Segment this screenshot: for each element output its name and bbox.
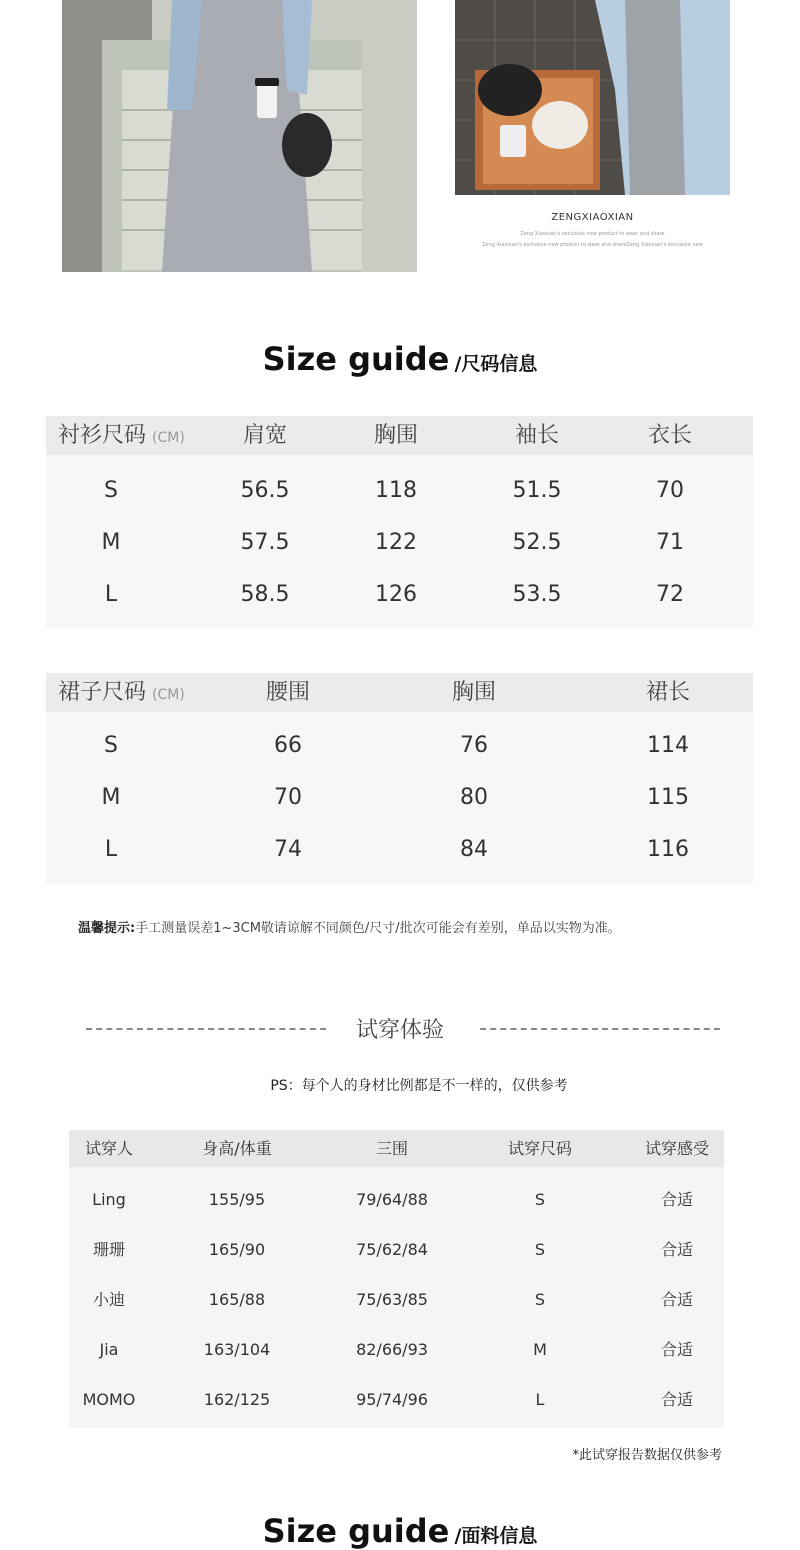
tried-size: L	[535, 1390, 545, 1409]
header-cell: 身高/体重	[202, 1139, 272, 1158]
tryon-disclaimer: *此试穿报告数据仅供参考	[572, 1448, 722, 1463]
value-cell: 57.5	[240, 530, 290, 555]
fit-feeling: 合适	[660, 1290, 694, 1309]
table-row	[46, 824, 753, 876]
measurements: 75/63/85	[356, 1290, 428, 1309]
value-cell: 53.5	[512, 582, 562, 607]
divider-right	[480, 1028, 720, 1030]
value-cell: 118	[375, 478, 417, 503]
measurements: 75/62/84	[356, 1240, 428, 1259]
fit-feeling: 合适	[660, 1240, 694, 1259]
height-weight: 165/88	[208, 1290, 266, 1309]
header-cell: 胸围	[373, 423, 419, 448]
header-cell: 三围	[375, 1139, 409, 1158]
value-cell: 52.5	[512, 530, 562, 555]
value-cell: 84	[460, 837, 488, 862]
table-header	[46, 416, 753, 455]
skirt-size-table	[46, 673, 753, 884]
fabric-info-title	[0, 1512, 800, 1550]
table-row	[46, 517, 753, 569]
table-row	[69, 1375, 724, 1425]
brand-name: ZENGXIAOXIAN	[551, 212, 634, 223]
size-cell: M	[101, 530, 121, 555]
value-cell: 114	[647, 733, 689, 758]
value-cell: 80	[460, 785, 488, 810]
fabric-info-title-en: Size guide	[262, 1512, 450, 1550]
tip-label: 温馨提示:	[78, 921, 136, 936]
size-cell: M	[101, 785, 121, 810]
brand-tagline-2: Zeng Xiaoxian's exclusive new product to wear and shareZeng Xiaoxian's exclusive new	[482, 242, 703, 248]
value-cell: 116	[647, 837, 689, 862]
tryon-ps-note: PS：每个人的身材比例都是不一样的，仅供参考	[270, 1078, 568, 1094]
value-cell: 115	[647, 785, 689, 810]
brand-tagline: Zeng Xiaoxian's exclusive new product to wear and share	[520, 231, 665, 237]
table-row	[69, 1175, 724, 1225]
tried-size: M	[533, 1340, 547, 1359]
value-cell: 51.5	[512, 478, 562, 503]
height-weight: 162/125	[203, 1390, 271, 1409]
table-row	[46, 465, 753, 517]
size-cell: L	[104, 837, 118, 862]
header-cell: 衣长	[647, 423, 693, 448]
tester-name: Jia	[99, 1340, 119, 1359]
measurements: 82/66/93	[356, 1340, 428, 1359]
header-cell: 胸围	[451, 680, 497, 705]
tester-name: Ling	[92, 1190, 126, 1209]
header-cell: 裙长	[645, 680, 691, 705]
table-row	[69, 1325, 724, 1375]
unit-label: (CM)	[152, 430, 185, 446]
fit-feeling: 合适	[660, 1390, 694, 1409]
shirt-size-table	[46, 416, 753, 628]
value-cell: 70	[274, 785, 302, 810]
tester-name: 珊珊	[92, 1240, 126, 1259]
value-cell: 71	[656, 530, 684, 555]
height-weight: 163/104	[203, 1340, 271, 1359]
model-photo-right	[455, 0, 730, 195]
table-row	[69, 1275, 724, 1325]
measurement-tip	[78, 917, 621, 936]
value-cell: 126	[375, 582, 417, 607]
value-cell: 122	[375, 530, 417, 555]
tester-name: MOMO	[82, 1390, 136, 1409]
skirt-size-label	[58, 673, 185, 715]
table-row	[69, 1225, 724, 1275]
fabric-info-title-cn: /面料信息	[454, 1525, 538, 1547]
table-row	[46, 720, 753, 772]
header-cell: 袖长	[514, 423, 560, 448]
tryon-title: 试穿体验	[355, 1018, 444, 1043]
height-weight: 165/90	[208, 1240, 266, 1259]
value-cell: 56.5	[240, 478, 290, 503]
size-guide-title-en: Size guide	[262, 340, 450, 378]
size-guide-title-cn: /尺码信息	[454, 353, 538, 375]
header-cell: 腰围	[265, 680, 311, 705]
size-guide-title	[0, 340, 800, 378]
tried-size: S	[534, 1240, 546, 1259]
size-cell: L	[104, 582, 118, 607]
tester-name: 小迪	[92, 1290, 126, 1309]
value-cell: 72	[656, 582, 684, 607]
fit-feeling: 合适	[660, 1340, 694, 1359]
header-cell: 试穿感受	[644, 1139, 710, 1158]
value-cell: 66	[274, 733, 302, 758]
measurements: 95/74/96	[356, 1390, 428, 1409]
value-cell: 70	[656, 478, 684, 503]
header-cell: 试穿尺码	[507, 1139, 573, 1158]
model-photo-left	[62, 0, 417, 272]
size-cell: S	[104, 478, 118, 503]
tried-size: S	[534, 1290, 546, 1309]
shirt-size-label	[58, 416, 185, 458]
header-label: 衬衫尺码	[58, 423, 147, 448]
height-weight: 155/95	[208, 1190, 266, 1209]
fit-feeling: 合适	[660, 1190, 694, 1209]
tip-text: 手工测量误差1~3CM敬请谅解不同颜色/尺寸/批次可能会有差别，单品以实物为准。	[135, 921, 621, 936]
value-cell: 74	[274, 837, 302, 862]
measurements: 79/64/88	[356, 1190, 428, 1209]
tried-size: S	[534, 1190, 546, 1209]
size-cell: S	[104, 733, 118, 758]
table-header	[69, 1130, 724, 1167]
value-cell: 58.5	[240, 582, 290, 607]
header-label: 裙子尺码	[58, 680, 147, 705]
table-header	[46, 673, 753, 712]
tryon-table	[69, 1130, 724, 1428]
header-cell: 肩宽	[242, 423, 288, 448]
header-cell: 试穿人	[84, 1139, 134, 1158]
unit-label: (CM)	[152, 687, 185, 703]
value-cell: 76	[460, 733, 488, 758]
table-row	[46, 772, 753, 824]
table-row	[46, 569, 753, 621]
